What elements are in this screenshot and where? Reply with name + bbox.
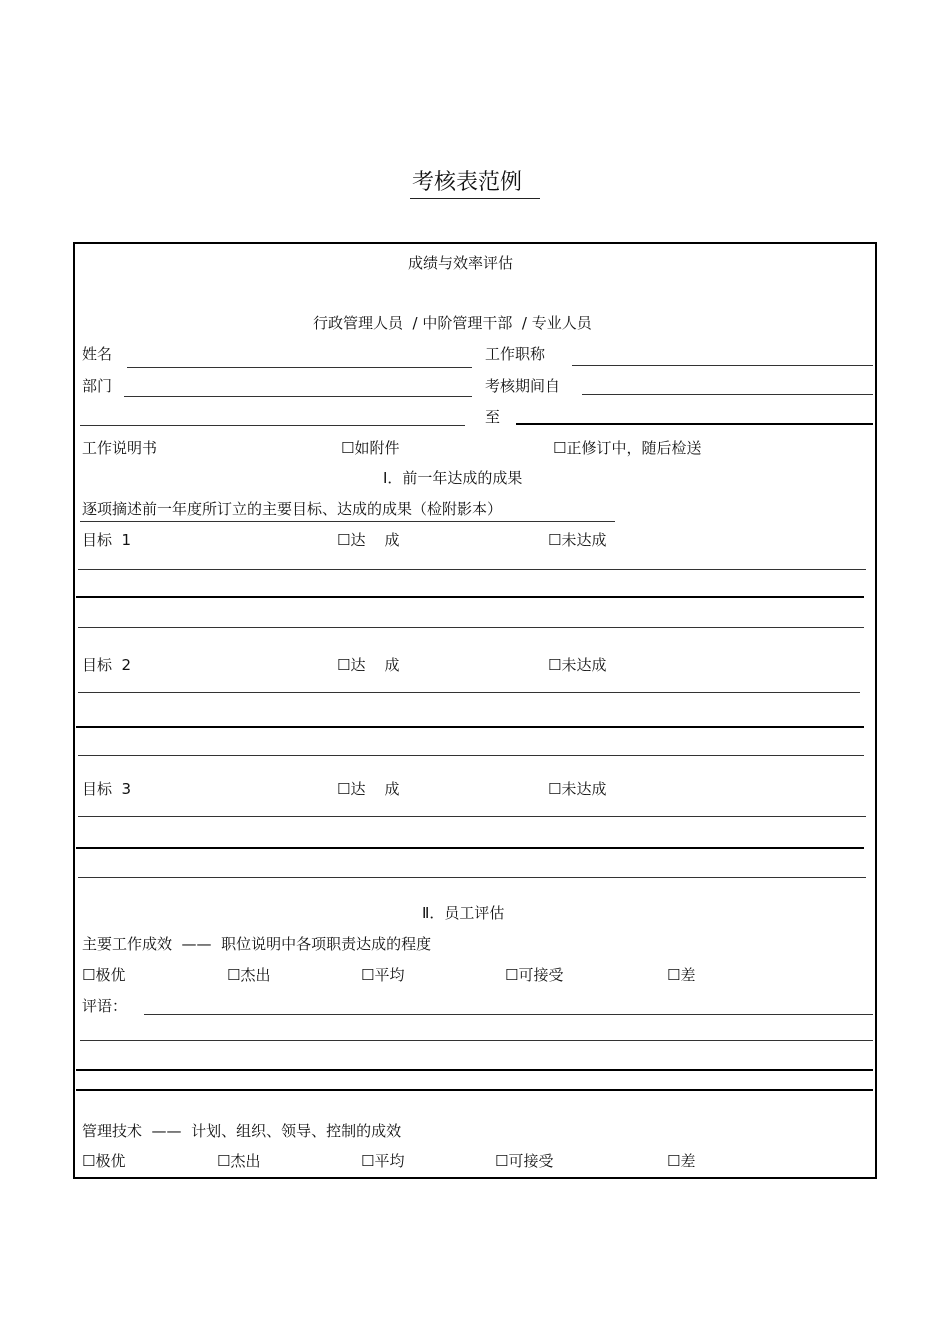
comment-line-4[interactable] [76,1089,873,1091]
goal-2-label: 目标 2 [82,656,132,674]
mgmt-rating-poor-text: 差 [680,1152,696,1170]
work-rating-average-text: 平均 [374,966,405,984]
staff-types: 行政管理人员 / 中阶管理干部 / 专业人员 [313,314,592,332]
mgmt-rating-excellent[interactable] [82,1154,125,1169]
mgmt-rating-acceptable[interactable] [495,1154,553,1169]
dept-input-line[interactable] [124,396,472,397]
work-rating-poor-text: 差 [680,966,696,984]
page-title: 考核表范例 [412,170,523,195]
mgmt-rating-poor[interactable] [667,1154,695,1169]
goal-3-line-2[interactable] [76,847,864,849]
comment-line-2[interactable] [80,1040,873,1041]
period-from-input-line[interactable] [582,394,873,395]
dept-label: 部门 [82,377,113,395]
goal-3-achieved-checkbox[interactable] [337,782,400,797]
comment-line-1[interactable] [144,1014,873,1015]
goal-1-achieved-checkbox[interactable] [337,533,400,548]
goal-3-achieved-text: 达 成 [350,780,400,798]
job-desc-attached-text: 如附件 [354,439,400,457]
goal-3-line-1[interactable] [78,816,866,817]
work-rating-average[interactable] [361,968,404,983]
goal-1-achieved-text: 达 成 [350,531,400,549]
work-rating-excellent[interactable] [82,968,125,983]
goal-3-line-3[interactable] [78,877,866,878]
job-desc-label: 工作说明书 [82,439,158,457]
name-label: 姓名 [82,345,113,363]
goal-1-not-achieved-text: 未达成 [561,531,607,549]
work-results-label: 主要工作成效 —— 职位说明中各项职责达成的程度 [82,935,432,953]
comment-label: 评语： [82,997,128,1015]
mgmt-rating-average[interactable] [361,1154,404,1169]
goal-3-not-achieved-text: 未达成 [561,780,607,798]
job-title-label: 工作职称 [485,345,546,363]
section1-instruction: 逐项摘述前一年度所订立的主要目标、达成的成果（检附影本） [82,500,503,518]
title-underline [410,198,540,199]
goal-1-line-1[interactable] [78,569,866,570]
work-rating-poor[interactable] [667,968,695,983]
mgmt-rating-excellent-text: 极优 [95,1152,126,1170]
goal-1-line-3[interactable] [78,627,864,628]
job-title-input-line[interactable] [572,365,873,366]
work-rating-outstanding-text: 杰出 [240,966,271,984]
section2-title: Ⅱ．员工评估 [422,904,505,922]
goal-3-not-achieved-checkbox[interactable] [548,782,606,797]
work-rating-acceptable-text: 可接受 [518,966,564,984]
instruction-underline [80,521,615,522]
period-to-label: 至 [485,408,501,426]
goal-2-achieved-checkbox[interactable] [337,658,400,673]
mgmt-rating-outstanding[interactable] [217,1154,260,1169]
job-desc-revising-checkbox[interactable] [553,441,701,456]
job-desc-revising-text: 正修订中，随后检送 [566,439,702,457]
goal-2-line-2[interactable] [76,726,864,728]
mgmt-rating-acceptable-text: 可接受 [508,1152,554,1170]
mgmt-skills-label: 管理技术 —— 计划、组织、领导、控制的成效 [82,1122,402,1140]
goal-2-not-achieved-text: 未达成 [561,656,607,674]
goal-2-line-3[interactable] [78,755,864,756]
goal-3-label: 目标 3 [82,780,132,798]
section1-title: Ⅰ．前一年达成的成果 [383,469,523,487]
name-input-line[interactable] [127,367,472,368]
goal-2-line-1[interactable] [78,692,860,693]
work-rating-excellent-text: 极优 [95,966,126,984]
work-rating-acceptable[interactable] [505,968,563,983]
work-rating-outstanding[interactable] [227,968,270,983]
goal-1-line-2[interactable] [76,596,864,598]
goal-1-not-achieved-checkbox[interactable] [548,533,606,548]
dept-continuation-line[interactable] [80,425,465,426]
mgmt-rating-average-text: 平均 [374,1152,405,1170]
job-desc-attached-checkbox[interactable] [341,441,399,456]
goal-1-label: 目标 1 [82,531,132,549]
period-from-label: 考核期间自 [485,377,561,395]
section-header: 成绩与效率评估 [408,254,514,272]
goal-2-achieved-text: 达 成 [350,656,400,674]
evaluation-form-frame [73,242,877,1179]
goal-2-not-achieved-checkbox[interactable] [548,658,606,673]
period-to-input-line[interactable] [516,423,873,425]
comment-line-3[interactable] [76,1069,873,1071]
mgmt-rating-outstanding-text: 杰出 [230,1152,261,1170]
